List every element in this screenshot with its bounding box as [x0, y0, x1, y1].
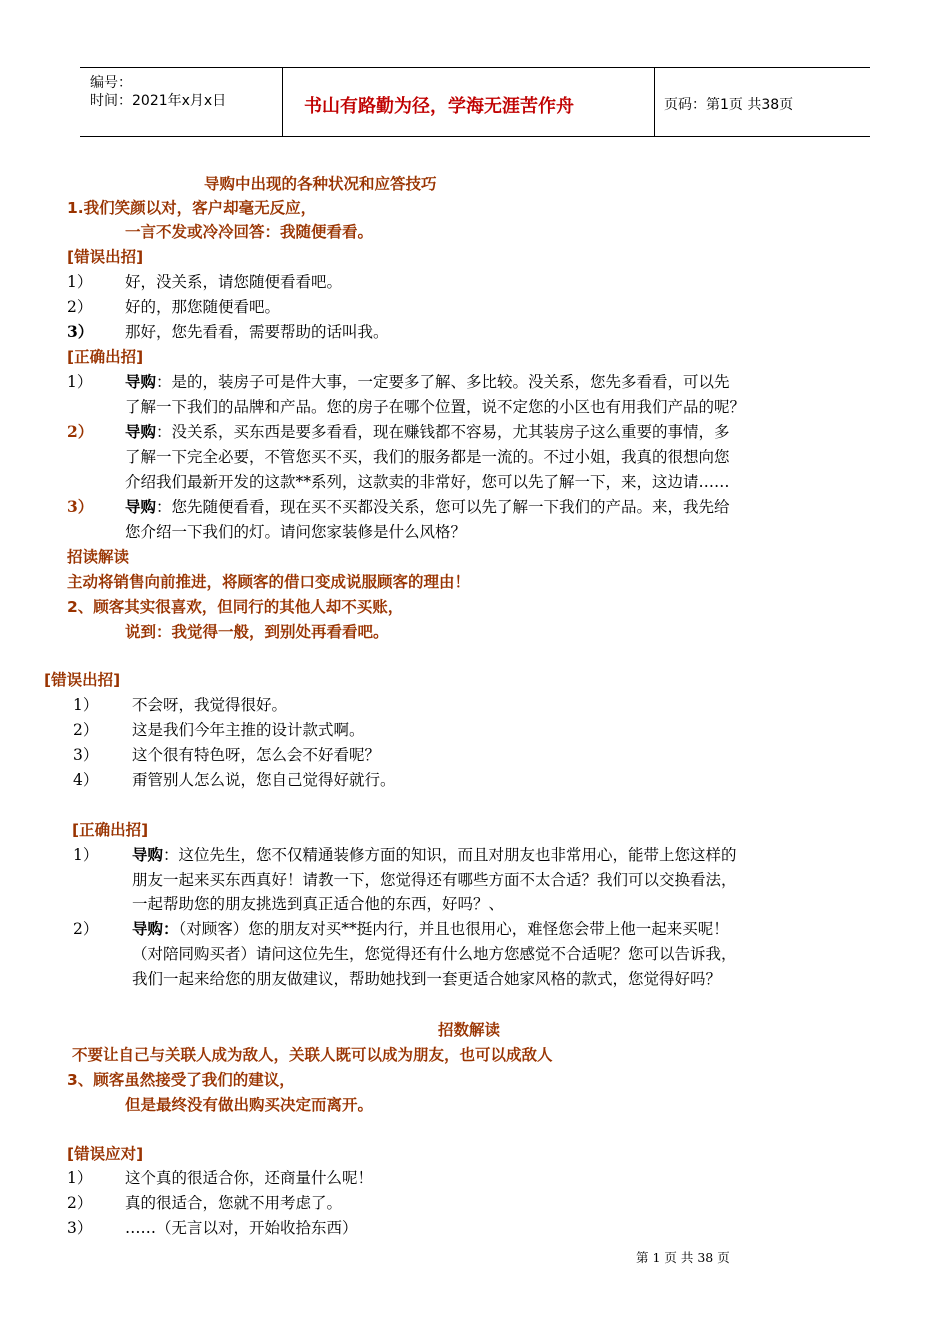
list-item: 导购：是的，装房子可是件大事，一定要多了解、多比较。没关系，您先多看看，可以先 [125, 373, 730, 391]
list-number: 1） [67, 1169, 93, 1187]
list-number: 1） [67, 373, 93, 391]
list-number: 3） [73, 746, 99, 764]
list-item: 那好，您先看看，需要帮助的话叫我。 [125, 323, 389, 341]
header-divider [282, 67, 283, 136]
list-item: 这是我们今年主推的设计款式啊。 [132, 721, 365, 739]
section-1-subheading: 一言不发或冷冷回答：我随便看看。 [125, 223, 374, 241]
list-item-continued: 朋友一起来买东西真好！请教一下，您觉得还有哪些方面不太合适？我们可以交换看法， [132, 871, 737, 889]
speaker-label: 导购 [125, 498, 157, 516]
list-item: 导购：没关系，买东西是要多看看，现在赚钱都不容易，尤其装房子这么重要的事情，多 [125, 423, 730, 441]
list-number: 3） [67, 497, 94, 516]
doc-title: 导购中出现的各种状况和应答技巧 [204, 175, 437, 193]
list-item-continued: 您介绍一下我们的灯。请问您家装修是什么风格？ [125, 523, 467, 541]
list-item: 这个真的很适合你，还商量什么呢！ [125, 1169, 374, 1187]
list-item: 导购：这位先生，您不仅精通装修方面的知识，而且对朋友也非常用心，能带上您这样的 [132, 846, 737, 864]
speaker-label: 导购： [132, 920, 179, 938]
list-number: 3） [67, 1219, 93, 1237]
section-3-heading: 3、顾客虽然接受了我们的建议， [67, 1071, 295, 1089]
wrong-moves-title: [错误出招] [44, 671, 121, 689]
section-1-heading: 1.我们笑颜以对，客户却毫无反应， [67, 199, 317, 217]
interpretation-text: 主动将销售向前推进，将顾客的借口变成说服顾客的理由！ [67, 573, 471, 591]
list-number: 2） [67, 298, 93, 316]
list-item: 这个很有特色呀，怎么会不好看呢？ [132, 746, 381, 764]
speaker-label: 导购 [132, 846, 164, 864]
list-number: 2） [73, 920, 99, 938]
list-item-continued: （对陪同购买者）请问这位先生，您觉得还有什么地方您感觉不合适呢？您可以告诉我， [132, 945, 737, 963]
list-number: 2） [73, 721, 99, 739]
list-number: 1） [73, 846, 99, 864]
list-item-continued: 了解一下我们的品牌和产品。您的房子在哪个位置，说不定您的小区也有用我们产品的呢？ [125, 398, 746, 416]
list-item: ……（无言以对，开始收拾东西） [125, 1219, 358, 1237]
right-moves-title: [正确出招] [67, 348, 144, 366]
page-footer: 第 1 页 共 38 页 [636, 1250, 730, 1265]
list-item: 不会呀，我觉得很好。 [132, 696, 288, 714]
list-number: 1） [67, 273, 93, 291]
wrong-response-title: [错误应对] [67, 1145, 144, 1163]
list-number: 3） [67, 322, 94, 341]
list-item-continued: 了解一下完全必要，不管您买不买，我们的服务都是一流的。不过小姐，我真的很想向您 [125, 448, 730, 466]
list-item: 好的，那您随便看吧。 [125, 298, 281, 316]
doc-time-label: 时间：2021年x月x日 [90, 93, 227, 109]
list-item-continued: 一起帮助您的朋友挑选到真正适合他的东西，好吗？、 [132, 895, 505, 913]
motto: 书山有路勤为径，学海无涯苦作舟 [304, 96, 574, 117]
section-3-subheading: 但是最终没有做出购买决定而离开。 [125, 1096, 374, 1114]
list-item-continued: 介绍我们最新开发的这款**系列，这款卖的非常好，您可以先了解一下，来，这边请…… [125, 473, 730, 491]
speaker-label: 导购 [125, 423, 157, 441]
list-item: 甭管别人怎么说，您自己觉得好就行。 [132, 771, 396, 789]
section-2-heading: 2、顾客其实很喜欢，但同行的其他人却不买账， [67, 598, 404, 616]
list-number: 2） [67, 422, 94, 441]
right-moves-title: [正确出招] [72, 821, 149, 839]
section-2-subheading: 说到：我觉得一般，到别处再看看吧。 [125, 623, 389, 641]
list-number: 4） [73, 771, 99, 789]
header-divider [654, 67, 655, 136]
list-item-continued: 我们一起来给您的朋友做建议，帮助她找到一套更适合她家风格的款式，您觉得好吗？ [132, 970, 722, 988]
list-number: 2） [67, 1194, 93, 1212]
interpretation-title: 招数解读 [438, 1021, 501, 1039]
list-item: 导购：（对顾客）您的朋友对买**挺内行，并且也很用心，难怪您会带上他一起来买呢！ [132, 920, 729, 938]
interpretation-text: 不要让自己与关联人成为敌人，关联人既可以成为朋友，也可以成敌人 [72, 1046, 553, 1064]
list-item: 导购：您先随便看看，现在买不买都没关系，您可以先了解一下我们的产品。来，我先给 [125, 498, 730, 516]
wrong-moves-title: [错误出招] [67, 248, 144, 266]
list-item: 好，没关系，请您随便看看吧。 [125, 273, 343, 291]
list-number: 1） [73, 696, 99, 714]
list-item: 真的很适合，您就不用考虑了。 [125, 1194, 343, 1212]
speaker-label: 导购 [125, 373, 157, 391]
doc-number-label: 编号： [90, 75, 132, 91]
interpretation-title: 招读解读 [67, 548, 130, 566]
page-info: 页码：第1页 共38页 [664, 97, 794, 113]
